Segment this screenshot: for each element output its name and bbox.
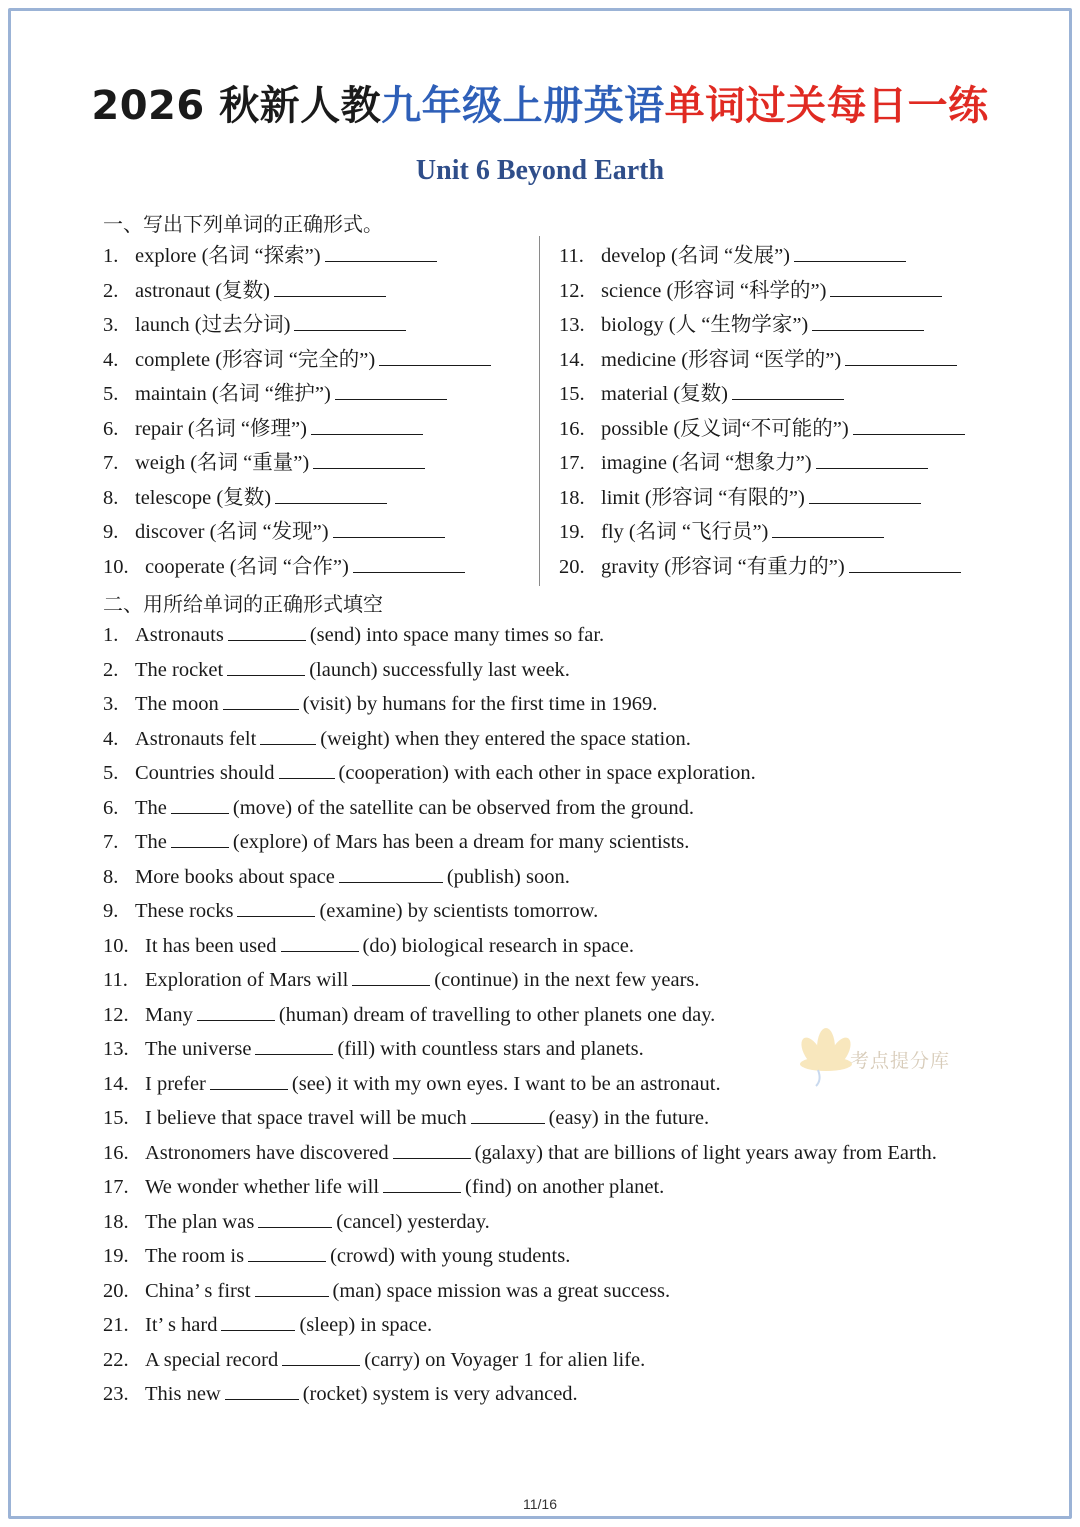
- answer-blank[interactable]: [258, 1211, 332, 1228]
- answer-blank[interactable]: [353, 556, 465, 573]
- item-number: 15.: [559, 383, 585, 405]
- sentence-start: The moon: [135, 693, 219, 715]
- answer-blank[interactable]: [383, 1176, 461, 1193]
- sentence-end: (carry) on Voyager 1 for alien life.: [364, 1348, 646, 1371]
- answer-blank[interactable]: [325, 245, 437, 262]
- item-number: 18.: [559, 486, 585, 509]
- fill-blank-item: [103, 1036, 644, 1062]
- answer-blank[interactable]: [171, 797, 229, 814]
- answer-blank[interactable]: [809, 487, 921, 504]
- sentence-end: (easy) in the future.: [548, 1107, 710, 1129]
- fill-blank-item: [103, 1243, 570, 1269]
- fill-blank-item: [103, 1140, 937, 1166]
- fill-blank-item: [103, 933, 634, 959]
- word-item: [103, 381, 451, 407]
- answer-blank[interactable]: [339, 866, 443, 883]
- fill-blank-item: [103, 1381, 578, 1407]
- item-number: 11.: [559, 245, 584, 267]
- answer-blank[interactable]: [223, 693, 299, 710]
- item-prompt: astronaut (复数): [135, 279, 270, 302]
- sentence-start: A special record: [145, 1348, 279, 1371]
- item-number: 12.: [103, 1003, 129, 1026]
- word-item: [559, 519, 888, 545]
- item-prompt: develop (名词 “发展”): [601, 245, 790, 267]
- item-number: 1.: [103, 624, 119, 646]
- answer-blank[interactable]: [171, 831, 229, 848]
- sentence-end: (cancel) yesterday.: [336, 1210, 490, 1233]
- item-prompt: science (形容词 “科学的”): [601, 279, 827, 302]
- item-number: 14.: [103, 1072, 129, 1095]
- answer-blank[interactable]: [282, 1349, 360, 1366]
- watermark-text: 考点提分库: [850, 1050, 951, 1072]
- item-prompt: telescope (复数): [135, 486, 272, 509]
- word-item: [103, 312, 410, 338]
- section-2-heading: 二、用所给单词的正确形式填空: [103, 592, 383, 616]
- fill-blank-item: [103, 1347, 645, 1373]
- item-number: 20.: [103, 1279, 129, 1302]
- word-item: [559, 312, 928, 338]
- answer-blank[interactable]: [294, 314, 406, 331]
- answer-blank[interactable]: [393, 1142, 471, 1159]
- fill-blank-item: [103, 1278, 670, 1304]
- word-item: [559, 347, 961, 373]
- item-number: 14.: [559, 348, 585, 371]
- sentence-end: (publish) soon.: [446, 865, 570, 888]
- answer-blank[interactable]: [227, 659, 305, 676]
- title-part-2: 九年级上册英语: [381, 83, 665, 129]
- sentence-start: It’ s hard: [145, 1314, 218, 1336]
- fill-blank-item: [103, 622, 604, 648]
- sentence-start: The: [135, 796, 167, 819]
- answer-blank[interactable]: [225, 1383, 299, 1400]
- fill-blank-item: [103, 726, 691, 752]
- sentence-start: The room is: [145, 1245, 245, 1267]
- fill-blank-item: [103, 898, 598, 924]
- sentence-start: Many: [145, 1003, 193, 1026]
- item-prompt: launch (过去分词): [135, 314, 291, 336]
- item-prompt: medicine (形容词 “医学的”): [601, 348, 842, 371]
- item-prompt: fly (名词 “飞行员”): [601, 521, 769, 543]
- fill-blank-item: [103, 1209, 490, 1235]
- sentence-start: The universe: [145, 1038, 252, 1060]
- sentence-start: More books about space: [135, 865, 335, 888]
- sentence-end: (explore) of Mars has been a dream for many scientists.: [232, 831, 690, 853]
- item-number: 5.: [103, 762, 119, 784]
- item-number: 23.: [103, 1383, 129, 1405]
- item-number: 6.: [103, 796, 119, 819]
- item-number: 13.: [103, 1038, 129, 1060]
- answer-blank[interactable]: [237, 900, 315, 917]
- item-number: 18.: [103, 1210, 129, 1233]
- item-prompt: maintain (名词 “维护”): [135, 383, 331, 405]
- answer-blank[interactable]: [830, 280, 942, 297]
- word-item: [559, 243, 910, 269]
- answer-blank[interactable]: [197, 1004, 275, 1021]
- word-item: [103, 450, 429, 476]
- fill-blank-item: [103, 967, 700, 993]
- sentence-end: (do) biological research in space.: [362, 934, 635, 957]
- item-number: 9.: [103, 521, 119, 543]
- item-prompt: complete (形容词 “完全的”): [135, 348, 376, 371]
- item-prompt: explore (名词 “探索”): [135, 245, 321, 267]
- sentence-end: (cooperation) with each other in space exploration.: [338, 762, 756, 784]
- sentence-start: This new: [145, 1383, 221, 1405]
- item-number: 19.: [103, 1245, 129, 1267]
- item-number: 11.: [103, 969, 128, 991]
- item-number: 20.: [559, 555, 585, 578]
- item-number: 7.: [103, 452, 119, 474]
- sentence-start: China’ s first: [145, 1279, 251, 1302]
- column-divider: [539, 236, 540, 586]
- sentence-start: Exploration of Mars will: [145, 969, 349, 991]
- item-number: 5.: [103, 383, 119, 405]
- sentence-end: (galaxy) that are billions of light years away from Earth.: [474, 1141, 937, 1164]
- item-prompt: weigh (名词 “重量”): [135, 452, 310, 474]
- item-number: 1.: [103, 245, 119, 267]
- sentence-start: The: [135, 831, 167, 853]
- item-number: 6.: [103, 417, 119, 440]
- word-item: [103, 485, 391, 511]
- sentence-end: (man) space mission was a great success.: [332, 1279, 671, 1302]
- answer-blank[interactable]: [352, 969, 430, 986]
- item-prompt: biology (人 “生物学家”): [601, 314, 809, 336]
- answer-blank[interactable]: [248, 1245, 326, 1262]
- title-part-1: 2026 秋新人教: [91, 83, 382, 129]
- section-1-heading: 一、写出下列单词的正确形式。: [103, 212, 383, 236]
- sentence-end: (rocket) system is very advanced.: [302, 1383, 578, 1405]
- item-number: 21.: [103, 1314, 129, 1336]
- answer-blank[interactable]: [845, 349, 957, 366]
- word-item: [559, 381, 848, 407]
- item-number: 7.: [103, 831, 119, 853]
- item-prompt: repair (名词 “修理”): [135, 417, 307, 440]
- answer-blank[interactable]: [260, 728, 316, 745]
- word-item: [559, 485, 925, 511]
- item-number: 17.: [103, 1176, 129, 1198]
- fill-blank-item: [103, 691, 657, 717]
- sentence-start: We wonder whether life will: [145, 1176, 380, 1198]
- sentence-end: (send) into space many times so far.: [309, 624, 605, 646]
- sentence-start: Astronauts felt: [135, 727, 257, 750]
- item-number: 22.: [103, 1348, 129, 1371]
- fill-blank-item: [103, 829, 689, 855]
- sentence-end: (examine) by scientists tomorrow.: [319, 900, 599, 922]
- title-part-3: 单词过关每日一练: [664, 83, 989, 129]
- item-number: 4.: [103, 348, 119, 371]
- fill-blank-item: [103, 864, 570, 890]
- sentence-end: (move) of the satellite can be observed from the ground.: [232, 796, 694, 819]
- item-number: 4.: [103, 727, 119, 750]
- watermark-logo: [788, 1018, 988, 1098]
- answer-blank[interactable]: [812, 314, 924, 331]
- sentence-start: These rocks: [135, 900, 234, 922]
- sentence-start: I prefer: [145, 1072, 206, 1095]
- word-item: [103, 347, 495, 373]
- sentence-end: (continue) in the next few years.: [434, 969, 700, 991]
- answer-blank[interactable]: [275, 487, 387, 504]
- answer-blank[interactable]: [274, 280, 386, 297]
- answer-blank[interactable]: [732, 383, 844, 400]
- item-number: 13.: [559, 314, 585, 336]
- item-number: 2.: [103, 658, 119, 681]
- sentence-start: The plan was: [145, 1210, 255, 1233]
- word-item: [103, 416, 427, 442]
- page-title: [0, 74, 1080, 131]
- answer-blank[interactable]: [794, 245, 906, 262]
- answer-blank[interactable]: [849, 556, 961, 573]
- answer-blank[interactable]: [379, 349, 491, 366]
- unit-subtitle: Unit 6 Beyond Earth: [415, 155, 665, 186]
- fill-blank-item: [103, 1071, 721, 1097]
- answer-blank[interactable]: [335, 383, 447, 400]
- item-number: 16.: [103, 1141, 129, 1164]
- answer-blank[interactable]: [210, 1073, 288, 1090]
- answer-blank[interactable]: [279, 762, 335, 779]
- word-item: [559, 450, 932, 476]
- fill-blank-item: [103, 1105, 709, 1131]
- sentence-start: I believe that space travel will be much: [145, 1107, 467, 1129]
- item-prompt: imagine (名词 “想象力”): [601, 452, 812, 474]
- fill-blank-item: [103, 1174, 664, 1200]
- word-item: [559, 278, 946, 304]
- item-prompt: possible (反义词“不可能的”): [601, 417, 849, 440]
- fill-blank-item: [103, 1312, 432, 1338]
- sentence-end: (find) on another planet.: [465, 1176, 665, 1198]
- sentence-start: Astronauts: [135, 624, 224, 646]
- item-number: 16.: [559, 417, 585, 440]
- item-number: 8.: [103, 865, 119, 888]
- sentence-end: (sleep) in space.: [299, 1314, 433, 1336]
- item-number: 10.: [103, 555, 129, 578]
- item-prompt: cooperate (名词 “合作”): [145, 555, 349, 578]
- answer-blank[interactable]: [255, 1280, 329, 1297]
- word-item: [103, 243, 441, 269]
- item-number: 17.: [559, 452, 585, 474]
- sentence-start: The rocket: [135, 658, 224, 681]
- answer-blank[interactable]: [471, 1107, 545, 1124]
- sentence-end: (fill) with countless stars and planets.: [337, 1038, 644, 1060]
- answer-blank[interactable]: [228, 624, 306, 641]
- item-number: 15.: [103, 1107, 129, 1129]
- answer-blank[interactable]: [255, 1038, 333, 1055]
- sentence-start: It has been used: [145, 934, 277, 957]
- item-number: 12.: [559, 279, 585, 302]
- fill-blank-item: [103, 795, 694, 821]
- item-number: 9.: [103, 900, 119, 922]
- answer-blank[interactable]: [313, 452, 425, 469]
- item-prompt: gravity (形容词 “有重力的”): [601, 555, 845, 578]
- sentence-end: (see) it with my own eyes. I want to be an astronaut.: [291, 1072, 721, 1095]
- sentence-end: (crowd) with young students.: [330, 1245, 571, 1267]
- word-item: [103, 519, 449, 545]
- answer-blank[interactable]: [772, 521, 884, 538]
- answer-blank[interactable]: [221, 1314, 295, 1331]
- fill-blank-item: [103, 760, 756, 786]
- fill-blank-item: [103, 1002, 715, 1028]
- item-number: 3.: [103, 314, 119, 336]
- item-number: 2.: [103, 279, 119, 302]
- item-number: 3.: [103, 693, 119, 715]
- sentence-end: (human) dream of travelling to other planets one day.: [278, 1003, 716, 1026]
- word-item: [559, 554, 965, 580]
- item-prompt: discover (名词 “发现”): [135, 521, 329, 543]
- word-item: [103, 554, 469, 580]
- item-prompt: limit (形容词 “有限的”): [601, 486, 805, 509]
- item-number: 10.: [103, 934, 129, 957]
- answer-blank[interactable]: [853, 418, 965, 435]
- sentence-end: (weight) when they entered the space station.: [320, 727, 691, 750]
- item-number: 19.: [559, 521, 585, 543]
- sentence-end: (visit) by humans for the first time in 1969.: [302, 693, 658, 715]
- answer-blank[interactable]: [311, 418, 423, 435]
- page-number: 11/16: [523, 1496, 557, 1512]
- sentence-start: Astronomers have discovered: [145, 1141, 389, 1164]
- word-item: [103, 278, 390, 304]
- answer-blank[interactable]: [281, 935, 359, 952]
- word-item: [559, 416, 969, 442]
- sentence-start: Countries should: [135, 762, 275, 784]
- item-prompt: material (复数): [601, 383, 728, 405]
- item-number: 8.: [103, 486, 119, 509]
- fill-blank-item: [103, 657, 570, 683]
- answer-blank[interactable]: [816, 452, 928, 469]
- answer-blank[interactable]: [333, 521, 445, 538]
- sentence-end: (launch) successfully last week.: [309, 658, 570, 681]
